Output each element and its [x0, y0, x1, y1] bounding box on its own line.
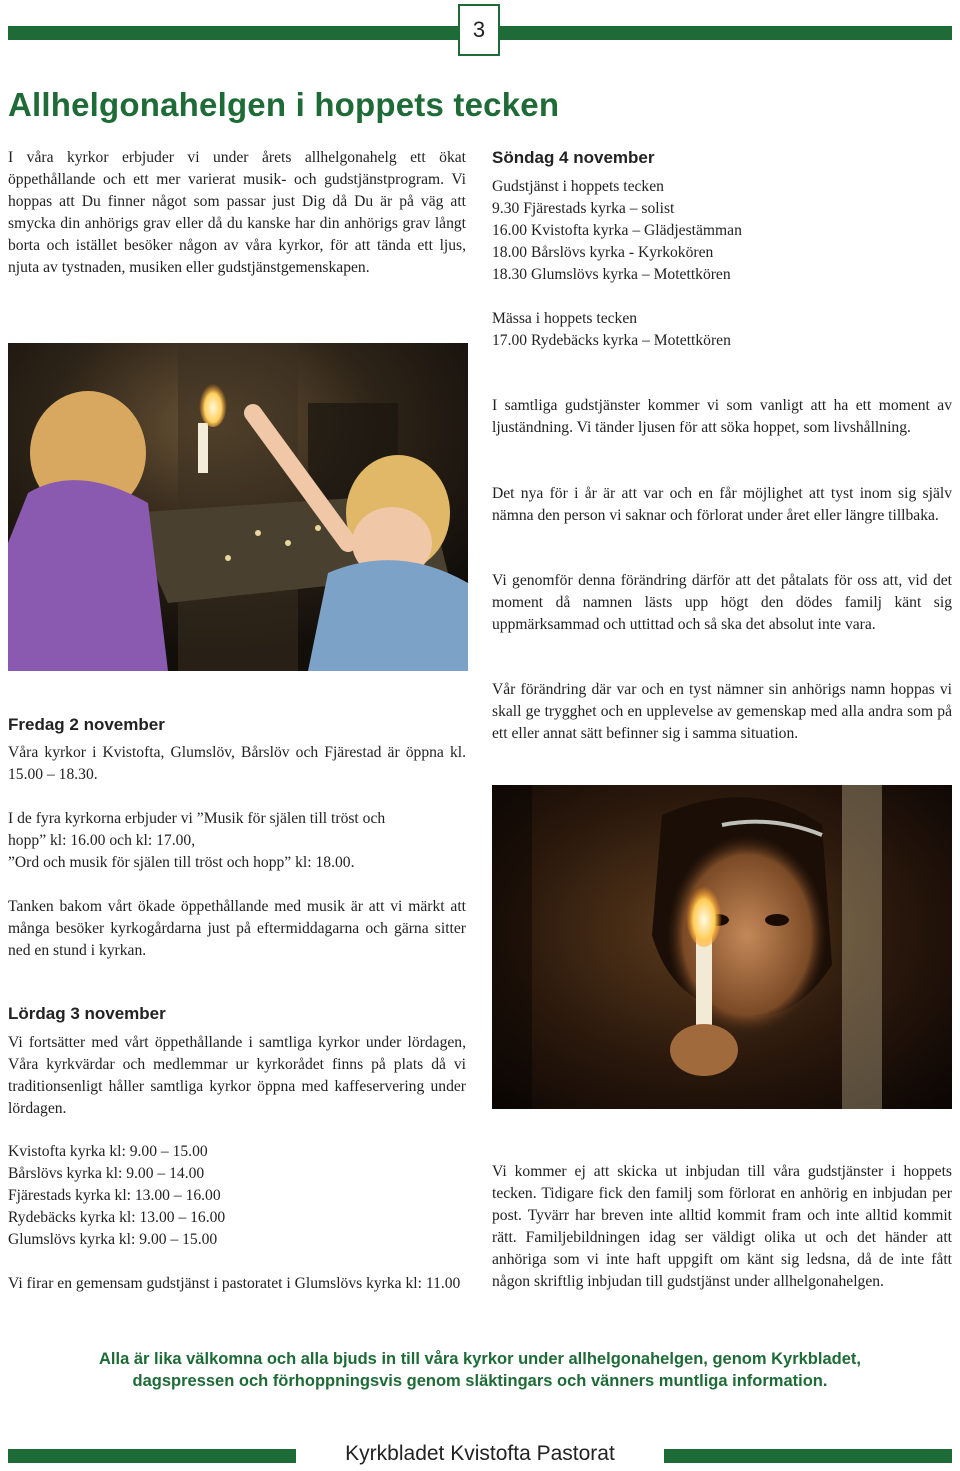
sunday-paragraph-4: Vår förändring där var och en tyst nämner sin anhörigs namn hoppas vi skall ge trygghet och en upplevelse av gemenskap med alla andra som på ett eller annat sätt befinner sig i samma situation. [492, 681, 952, 742]
service-item: 16.00 Kvistofta kyrka – Glädjestämman [492, 222, 742, 239]
invitation-message [20, 1348, 940, 1392]
hours-item: Bårslövs kyrka kl: 9.00 – 14.00 [8, 1165, 205, 1182]
children-lighting-candles-photo [8, 343, 468, 671]
friday-heading: Fredag 2 november [8, 715, 165, 734]
service-item: 18.30 Glumslövs kyrka – Motettkören [492, 266, 731, 283]
sunday-service-list [492, 176, 952, 286]
invitation-line: Alla är lika välkomna och alla bjuds in till våra kyrkor under allhelgonahelgen, genom Kyrkbladet, [99, 1350, 861, 1368]
service-item: 9.30 Fjärestads kyrka – solist [492, 200, 675, 217]
friday-paragraph-1: Våra kyrkor i Kvistofta, Glumslöv, Bårslöv och Fjärestad är öppna kl. 15.00 – 18.30. [8, 744, 466, 783]
friday-p2-line: I de fyra kyrkorna erbjuder vi ”Musik för själen till tröst och [8, 810, 386, 827]
mass-item: 17.00 Rydebäcks kyrka – Motettkören [492, 332, 731, 349]
sunday-mass-list [492, 308, 952, 352]
saturday-heading: Lördag 3 november [8, 1004, 166, 1023]
saturday-paragraph-1: Vi fortsätter med vårt öppethållande i samtliga kyrkor under lördagen, Våra kyrkvärdar och medlemmar ur kyrkorådet finns på plats då vi traditionsenligt håller samtliga kyrkor öppna med kaffeservering under lördagen. [8, 1034, 466, 1117]
footer-bar-left [8, 1449, 296, 1463]
footer-bar-right [664, 1449, 952, 1463]
saturday-paragraph-2: Vi firar en gemensam gudstjänst i pastoratet i Glumslövs kyrka kl: 11.00 [8, 1275, 461, 1292]
woman-with-candle-photo [492, 785, 952, 1109]
hours-item: Glumslövs kyrka kl: 9.00 – 15.00 [8, 1231, 218, 1248]
service-item: Gudstjänst i hoppets tecken [492, 178, 664, 195]
friday-paragraph-2 [8, 808, 466, 874]
friday-paragraph-3: Tanken bakom vårt ökade öppethållande med musik är att vi märkt att många besöker kyrkogårdarna just på eftermiddagarna och gärna sitter ned en stund i kyrkan. [8, 898, 466, 959]
sunday-paragraph-3: Vi genomför denna förändring därför att det påtalats för oss att, vid det moment då namnen lästs upp högt den dödes familj känt sig uppmärksammad och uttittad och så ska det absolut inte vara. [492, 572, 952, 633]
hours-item: Rydebäcks kyrka kl: 13.00 – 16.00 [8, 1209, 226, 1226]
hours-item: Fjärestads kyrka kl: 13.00 – 16.00 [8, 1187, 221, 1204]
friday-p2-line: hopp” kl: 16.00 och kl: 17.00, [8, 832, 196, 849]
service-item: 18.00 Bårslövs kyrka - Kyrkokören [492, 244, 714, 261]
sunday-paragraph-5: Vi kommer ej att skicka ut inbjudan till våra gudstjänster i hoppets tecken. Tidigare fick den familj som förlorat en anhörig en inbjudan per post. Tyvärr har breven inte alltid kommit fram och inte alltid kommit rätt. Familjebildningen idag ser väldigt olika ut och det händer att anhöriga som vi inte haft uppgift om känt sig ledsna, då de inte fått någon skriftlig inbjudan till gudstjänst under allhelgonahelgen. [492, 1163, 952, 1290]
header-bar-right [500, 26, 952, 40]
publication-title: Kyrkbladet Kvistofta Pastorat [345, 1442, 615, 1465]
page-number: 3 [458, 4, 500, 56]
hours-item: Kvistofta kyrka kl: 9.00 – 15.00 [8, 1143, 208, 1160]
sunday-heading: Söndag 4 november [492, 148, 655, 167]
page-title: Allhelgonahelgen i hoppets tecken [8, 86, 560, 123]
sunday-paragraph-1: I samtliga gudstjänster kommer vi som vanligt att ha ett moment av ljuständning. Vi tänder ljusen för att söka hoppet, som livshållning. [492, 397, 952, 436]
friday-p2-line: ”Ord och musik för själen till tröst och hopp” kl: 18.00. [8, 854, 355, 871]
mass-item: Mässa i hoppets tecken [492, 310, 638, 327]
invitation-line: dagspressen och förhoppningsvis genom släktingars och vänners muntliga information. [132, 1372, 828, 1390]
sunday-paragraph-2: Det nya för i år är att var och en får möjlighet att tyst inom sig själv nämna den person vi saknar och förlorat under året eller längre tillbaka. [492, 485, 952, 524]
saturday-hours-list [8, 1141, 466, 1251]
header-bar-left [8, 26, 458, 40]
intro-paragraph: I våra kyrkor erbjuder vi under årets allhelgonahelg ett ökat öppethållande och ett mer varierat musik- och gudstjänstprogram. Vi hoppas att Du finner något som passar just Dig då Du är på väg att smycka din anhörigs grav eller då du kanske har din anhörigs grav långt borta och istället besöker någon av våra kyrkor, för att tända ett ljus, njuta av tystnaden, musiken eller gudstjänstgemenskapen. [8, 149, 466, 276]
